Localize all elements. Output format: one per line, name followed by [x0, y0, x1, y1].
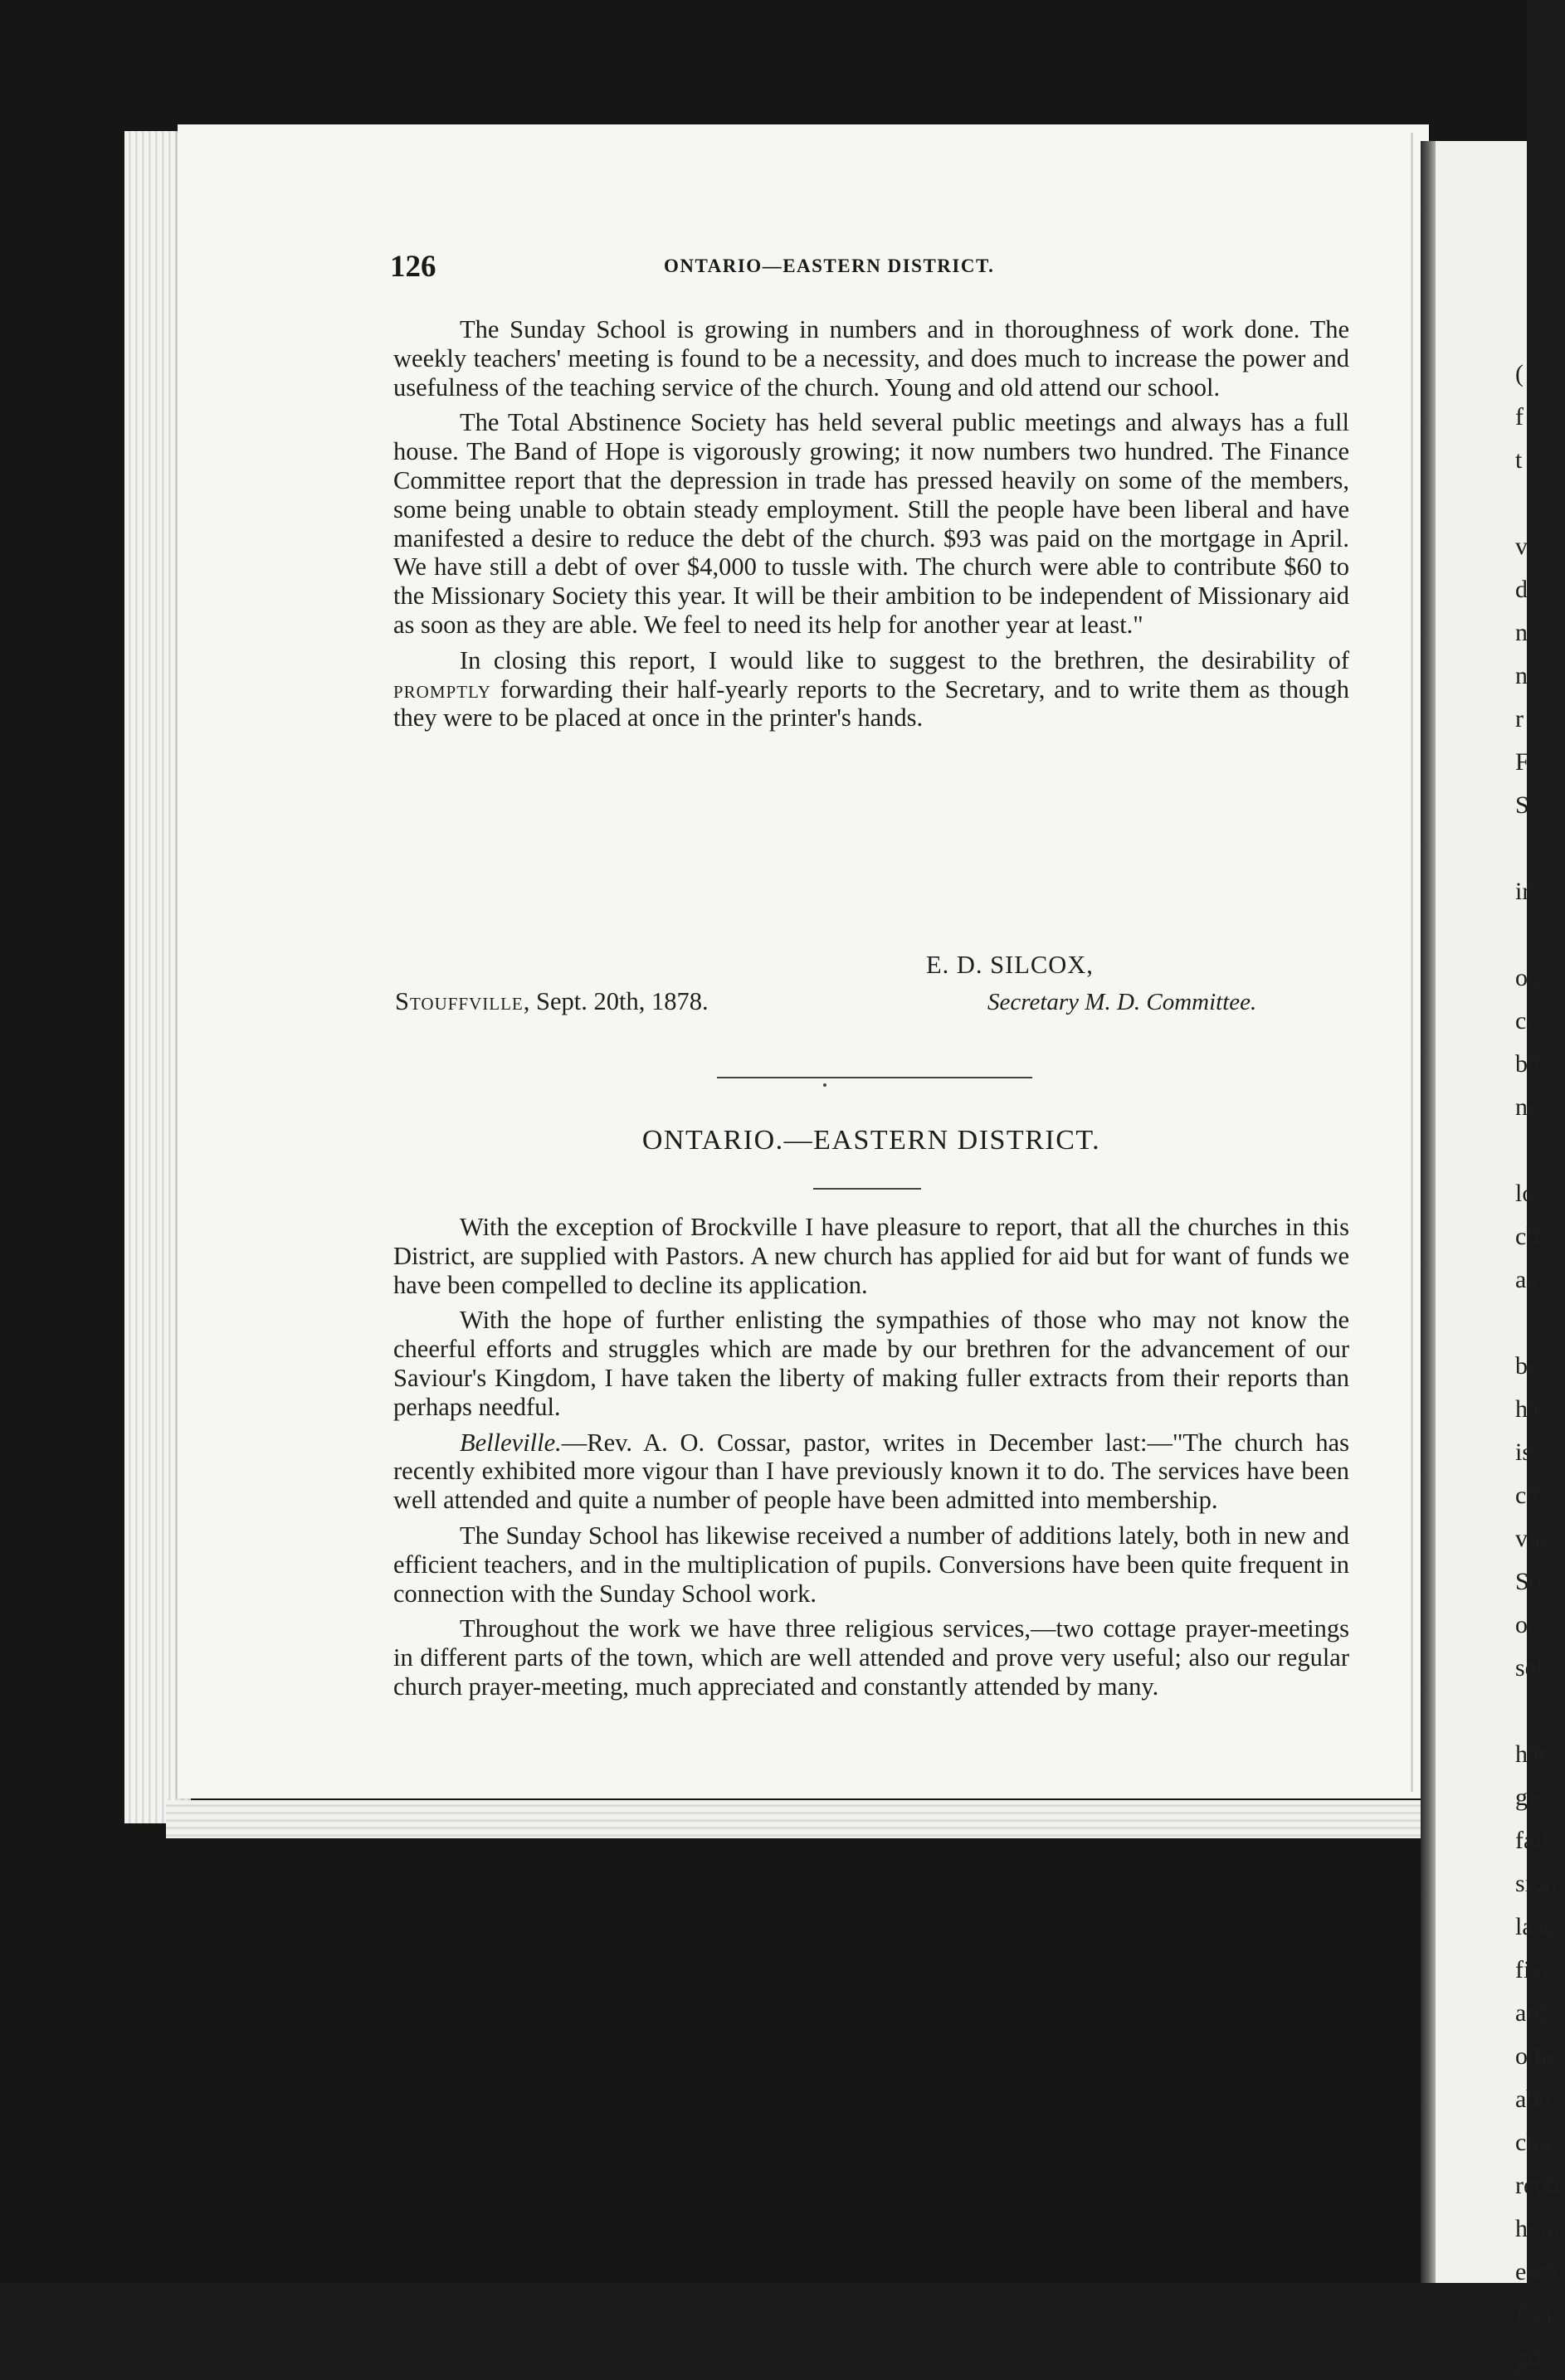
facing-line-fragment: [1515, 1690, 1565, 1733]
facing-line-fragment: ir: [1515, 878, 1531, 905]
paragraph: [393, 1213, 1349, 1299]
facing-line-fragment: hom: [1515, 2215, 1560, 2242]
text-run: Throughout the work we have three religious services,—two cottage prayer-meetings in different parts of the town, which are well attended and prove very useful; also our regular church prayer-meeting, much appreciated and constantly attended by many.: [393, 1614, 1349, 1701]
place-lead-belleville: Belleville.: [460, 1428, 562, 1457]
facing-line-fragment: f: [1515, 403, 1524, 431]
page-bottom-edge: [166, 1800, 1427, 1838]
text-run: In closing this report, I would like to suggest to the brethren, the desirability of: [460, 645, 1349, 674]
facing-line-fragment: vig: [1515, 1525, 1548, 1552]
facing-line-fragment: go.: [1515, 2344, 1547, 2372]
facing-line-fragment: n: [1515, 662, 1528, 689]
facing-line-fragment: [1515, 482, 1565, 525]
facing-line-fragment: ha: [1515, 1395, 1539, 1423]
facing-line-fragment: r: [1515, 705, 1524, 732]
divider-dot: [823, 1083, 826, 1087]
facing-line-fragment: (: [1515, 360, 1524, 387]
dateline: [395, 987, 709, 1016]
facing-line-fragment: [1515, 913, 1565, 956]
facing-line-fragment: is: [1515, 1438, 1533, 1466]
facing-line-fragment: abo: [1515, 2086, 1552, 2113]
text-run: With the exception of Brockville I have pleasure to report, that all the churches in this District, are supplied with Pastors. A new church has applied for aid but for want of funds we have been compelled to decline its application.: [393, 1213, 1349, 1299]
facing-line-fragment: [1515, 827, 1565, 870]
facing-line-fragment: othe: [1515, 2042, 1558, 2070]
upper-text-block: [393, 315, 1349, 732]
facing-line-fragment: an: [1515, 1266, 1539, 1293]
section-heading: ONTARIO.—EASTERN DISTRICT.: [641, 1125, 1101, 1156]
facing-line-fragment: v: [1515, 533, 1528, 560]
facing-line-fragment: nc: [1515, 1093, 1539, 1121]
facing-line-fragment: sion: [1515, 1870, 1558, 1897]
facing-line-fragment: oc: [1515, 964, 1539, 991]
facing-line-fragment: sel: [1515, 1654, 1543, 1682]
facing-line-fragment: last: [1515, 1913, 1550, 1940]
section-divider: [717, 1077, 1032, 1078]
paragraph-closing: [393, 646, 1349, 732]
facing-line-fragment: cu: [1515, 1482, 1539, 1509]
facing-line-fragment: ci: [1515, 1007, 1533, 1034]
text-run: —Rev. A. O. Cossar, pastor, writes in December last:—"The church has recently exhibited more vigour than I have previously known it to do. The services have been well attended and quite a number of people have been admitted into membership.: [393, 1428, 1349, 1515]
paragraph: The Total Abstinence Society has held several public meetings and always has a full house. The Band of Hope is vigorously growing; it now numbers two hundred. The Finance Committee report that the depression in trade has pressed heavily on some of the members, some being unable to obtain steady employment. Still the people have been liberal and have manifested a desire to reduce the debt of the church. $93 was paid on the mortgage in April. We have still a debt of over $4,000 to tussle with. The church were able to contribute $60 to the Missionary Society this year. It will be their ambition to be independent of Missionary aid as soon as they are able. We feel to need its help for another year at least.": [393, 408, 1349, 639]
facing-page: [1436, 141, 1527, 2283]
facing-line-fragment: repo: [1515, 2172, 1560, 2199]
facing-line-fragment: fail: [1515, 1827, 1548, 1854]
text-run: The Sunday School has likewise received a number of additions lately, both in new and efficient teachers, and in the multiplication of pupils. Conversions have been quite frequent in connection with the Sunday School work.: [393, 1521, 1349, 1608]
dateline-date: , Sept. 20th, 1878.: [523, 987, 709, 1015]
paragraph: [393, 1521, 1349, 1608]
facing-line-fragment: chu: [1515, 2129, 1552, 2156]
facing-line-fragment: F: [1515, 748, 1529, 776]
facing-line-fragment: [1515, 1302, 1565, 1345]
paragraph: [393, 1614, 1349, 1701]
facing-line-fragment: S: [1515, 791, 1529, 819]
gutter-shadow: [1411, 133, 1413, 1792]
facing-line-fragment: are: [1515, 1999, 1546, 2027]
facing-line-fragment: ch: [1515, 1223, 1539, 1250]
facing-line-fragment: be: [1515, 1352, 1539, 1380]
facing-line-fragment: [1515, 1129, 1565, 1172]
facing-line-fragment: n: [1515, 619, 1528, 646]
facing-line-fragment: t: [1515, 446, 1523, 474]
text-run: forwarding their half-yearly reports to the Secretary, and to write them as though they were to be placed at once in the printer's hands.: [393, 674, 1349, 732]
signature-name: E. D. SILCOX,: [926, 951, 1094, 979]
paragraph: [393, 1428, 1349, 1515]
facing-line-fragment: So: [1515, 1568, 1542, 1595]
facing-line-fragment: giv: [1515, 1784, 1548, 1811]
paragraph: The Sunday School is growing in numbers and in thoroughness of work done. The weekly teachers' meeting is found to be a necessity, and does much to increase the power and usefulness of the teaching service of the church. Young and old attend our school.: [393, 315, 1349, 402]
facing-page-text: [1515, 353, 1565, 2380]
facing-line-fragment: bu: [1515, 1050, 1540, 1078]
facing-line-fragment: or: [1515, 1611, 1536, 1638]
page-number: 126: [390, 250, 436, 284]
emphasis-promptly: promptly: [393, 674, 491, 703]
lower-text-block: [393, 1213, 1349, 1701]
facing-line-fragment: five: [1515, 1956, 1554, 1983]
dateline-place: Stouffville: [395, 987, 524, 1015]
facing-line-fragment: feel: [1515, 2301, 1553, 2329]
page-header: [390, 249, 1353, 290]
facing-line-fragment: d: [1515, 576, 1528, 603]
heading-rule: [813, 1188, 921, 1190]
running-head: ONTARIO—EASTERN DISTRICT.: [664, 256, 995, 276]
paragraph: [393, 1306, 1349, 1421]
signature-title: Secretary M. D. Committee.: [987, 989, 1257, 1015]
facing-line-fragment: lo: [1515, 1180, 1535, 1207]
text-run: With the hope of further enlisting the sympathies of those who may not know the cheerful efforts and struggles which are made by our brethren for the advancement of our Saviour's Kingdom, I have taken the liberty of making fuller extracts from their reports than perhaps needful.: [393, 1306, 1349, 1421]
facing-line-fragment: esca: [1515, 2258, 1558, 2285]
facing-line-fragment: har: [1515, 1740, 1548, 1768]
